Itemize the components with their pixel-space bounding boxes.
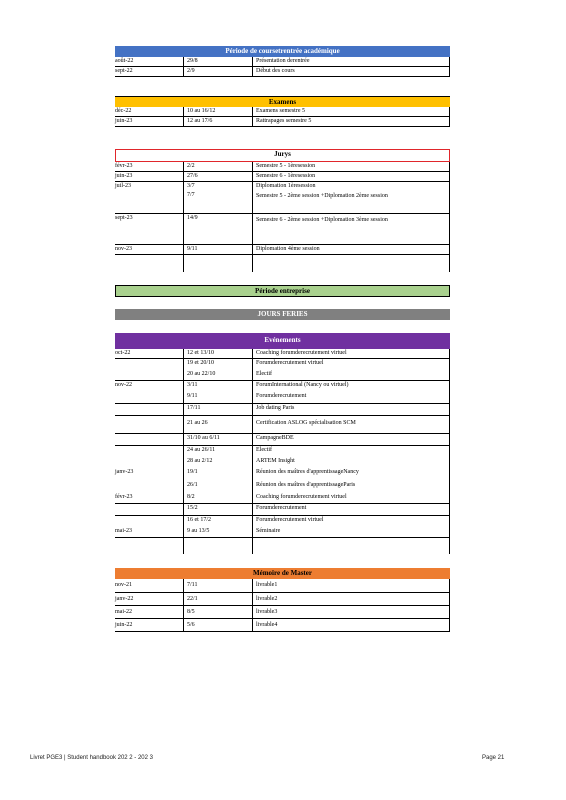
event-cell: ARTEM Insight	[256, 458, 295, 464]
table-row	[115, 349, 450, 359]
footer-left: Livret PGE3 | Student handbook 202 2 - 202 3	[30, 755, 153, 761]
section-header-entreprise: Période entreprise	[115, 285, 450, 297]
table-row	[115, 214, 450, 245]
table-row	[115, 457, 450, 468]
divider	[183, 579, 184, 632]
divider	[252, 57, 253, 77]
date-cell: 12 et 13/10	[187, 350, 214, 356]
table-row	[115, 381, 450, 392]
month-cell: déc-22	[115, 108, 132, 114]
event-cell: Forumderecrutement virtuel	[256, 360, 324, 366]
event-cell: livrable1	[256, 582, 278, 588]
date-cell: 10 au 16/12	[187, 108, 216, 114]
month-cell: sept-23	[115, 215, 133, 221]
date-cell: 26/1	[187, 482, 198, 488]
table-row	[115, 527, 450, 538]
divider	[252, 579, 253, 632]
date-cell: 24 au 26/11	[187, 447, 216, 453]
event-cell: ForumInternational (Nancy ou virtuel)	[256, 382, 349, 388]
month-cell: janv-23	[115, 469, 134, 475]
footer-page-number: Page 21	[482, 755, 505, 761]
event-cell: Electif	[256, 447, 272, 453]
event-cell: Diplomation 1èresession	[256, 183, 316, 189]
month-cell: juil-23	[115, 183, 131, 189]
event-cell: Forumderecrutement virtuel	[256, 517, 324, 523]
table-row	[115, 468, 450, 481]
month-cell: juin-23	[115, 173, 133, 179]
month-cell: févr-23	[115, 163, 133, 169]
table-row	[115, 67, 450, 77]
event-cell: Forumderecrutement	[256, 505, 307, 511]
section-evenements	[115, 333, 450, 538]
table-row	[115, 606, 450, 619]
divider	[183, 107, 184, 127]
divider	[449, 57, 450, 77]
event-cell: Forumderecrutement	[256, 393, 307, 399]
table-row	[115, 579, 450, 593]
event-cell: livrable2	[256, 596, 278, 602]
date-cell: 31/10 au 6/11	[187, 435, 220, 441]
date-cell: 22/1	[187, 596, 198, 602]
event-cell: Début des cours	[256, 68, 295, 74]
event-cell: Présentation derentrée	[256, 58, 310, 64]
table-row	[115, 504, 450, 516]
table-row	[115, 172, 450, 182]
table-row	[115, 493, 450, 504]
date-cell: 28 au 2/12	[187, 458, 213, 464]
table-row	[115, 245, 450, 255]
date-cell: 20 au 22/10	[187, 371, 216, 377]
table-row	[115, 593, 450, 606]
table-row	[115, 416, 450, 434]
month-cell: nov-23	[115, 246, 132, 252]
table-row	[115, 481, 450, 493]
date-cell: 2/2	[187, 163, 195, 169]
date-cell: 29/8	[187, 58, 198, 64]
section-header-evenements: Evénements	[115, 333, 450, 349]
date-cell: 19/1	[187, 469, 198, 475]
date-cell: 8/5	[187, 609, 195, 615]
date-cell: 17/11	[187, 405, 201, 411]
table-row	[115, 446, 450, 457]
month-cell: févr-23	[115, 494, 133, 500]
event-cell: Job dating Paris	[256, 405, 295, 411]
month-cell: juin-23	[115, 118, 133, 124]
date-cell: 5/6	[187, 622, 195, 628]
event-cell: Semestre 5 - 1èresession	[256, 163, 316, 169]
event-cell: Réunion des maîtres d'apprentissageNancy	[256, 469, 359, 475]
month-cell: août-22	[115, 58, 134, 64]
divider	[449, 107, 450, 127]
month-cell: juin-22	[115, 622, 133, 628]
divider	[183, 349, 184, 554]
event-cell: livrable3	[256, 609, 278, 615]
table-row	[115, 392, 450, 404]
event-cell: Séminaire	[256, 528, 281, 534]
month-cell: mai-23	[115, 528, 132, 534]
date-cell: 19 et 20/10	[187, 360, 214, 366]
section-header-memoire: Mémoire de Master	[115, 568, 450, 579]
month-cell: nov-21	[115, 582, 132, 588]
date-cell: 12 au 17/6	[187, 118, 213, 124]
section-header-jurys: Jurys	[115, 149, 450, 162]
divider	[252, 349, 253, 554]
date-cell: 16 et 17/2	[187, 517, 211, 523]
divider	[449, 579, 450, 632]
month-cell: oct-22	[115, 350, 131, 356]
section-header-feries: JOURS FERIES	[115, 309, 450, 320]
table-row	[115, 57, 450, 67]
date-cell: 3/11	[187, 382, 198, 388]
table-row	[115, 619, 450, 632]
date-cell: 7/7	[187, 192, 195, 198]
section-entreprise	[115, 285, 450, 297]
date-cell: 2/9	[187, 68, 195, 74]
divider	[183, 162, 184, 272]
divider	[449, 162, 450, 272]
event-cell: CampagneBDE	[256, 435, 294, 441]
date-cell: 7/11	[187, 582, 198, 588]
month-cell: sept-22	[115, 68, 133, 74]
section-periode-cours	[115, 46, 450, 77]
table-row	[115, 434, 450, 446]
event-cell: Coaching forumderecrutement virtuel	[256, 350, 347, 356]
table-row	[115, 162, 450, 172]
event-cell: Certification ASLOG spécialisation SCM	[256, 420, 356, 426]
section-header-periode: Période de coursetrentrée académique	[115, 46, 450, 57]
month-cell: janv-22	[115, 596, 134, 602]
divider	[252, 107, 253, 127]
section-jurys	[115, 149, 450, 255]
event-cell: Electif	[256, 371, 272, 377]
table-row	[115, 359, 450, 370]
month-cell: nov-22	[115, 382, 132, 388]
table-row	[115, 117, 450, 127]
table-row	[115, 516, 450, 527]
date-cell: 21 au 26	[187, 420, 208, 426]
date-cell: 15/2	[187, 505, 198, 511]
event-cell: Diplomation 4ème session	[256, 246, 320, 252]
section-header-examens: Examens	[115, 96, 450, 107]
table-row	[115, 404, 450, 416]
date-cell: 14/9	[187, 215, 198, 221]
section-memoire	[115, 568, 450, 632]
section-examens	[115, 96, 450, 127]
divider	[252, 162, 253, 272]
divider	[183, 57, 184, 77]
event-cell: Semestre 5 - 2ème session +Diplomation 2ème session	[256, 193, 388, 199]
date-cell: 8/2	[187, 494, 195, 500]
date-cell: 3/7	[187, 183, 195, 189]
event-cell: Examens semestre 5	[256, 108, 305, 114]
divider	[449, 349, 450, 554]
event-cell: Semestre 6 - 1èresession	[256, 173, 316, 179]
date-cell: 27/6	[187, 173, 198, 179]
event-cell: Réunion des maîtres d'apprentissageParis	[256, 482, 356, 488]
date-cell: 9 au 13/5	[187, 528, 210, 534]
date-cell: 9/11	[187, 393, 198, 399]
event-cell: livrable4	[256, 622, 278, 628]
table-row	[115, 191, 450, 214]
table-row	[115, 370, 450, 381]
section-feries	[115, 309, 450, 320]
event-cell: Coaching forumderecrutement virtuel	[256, 494, 347, 500]
month-cell: mai-22	[115, 609, 132, 615]
table-row	[115, 107, 450, 117]
event-cell: Semestre 6 - 2ème session +Diplomation 3ème session	[256, 217, 388, 223]
table-row	[115, 182, 450, 191]
date-cell: 9/11	[187, 246, 198, 252]
event-cell: Rattrapages semestre 5	[256, 118, 312, 124]
